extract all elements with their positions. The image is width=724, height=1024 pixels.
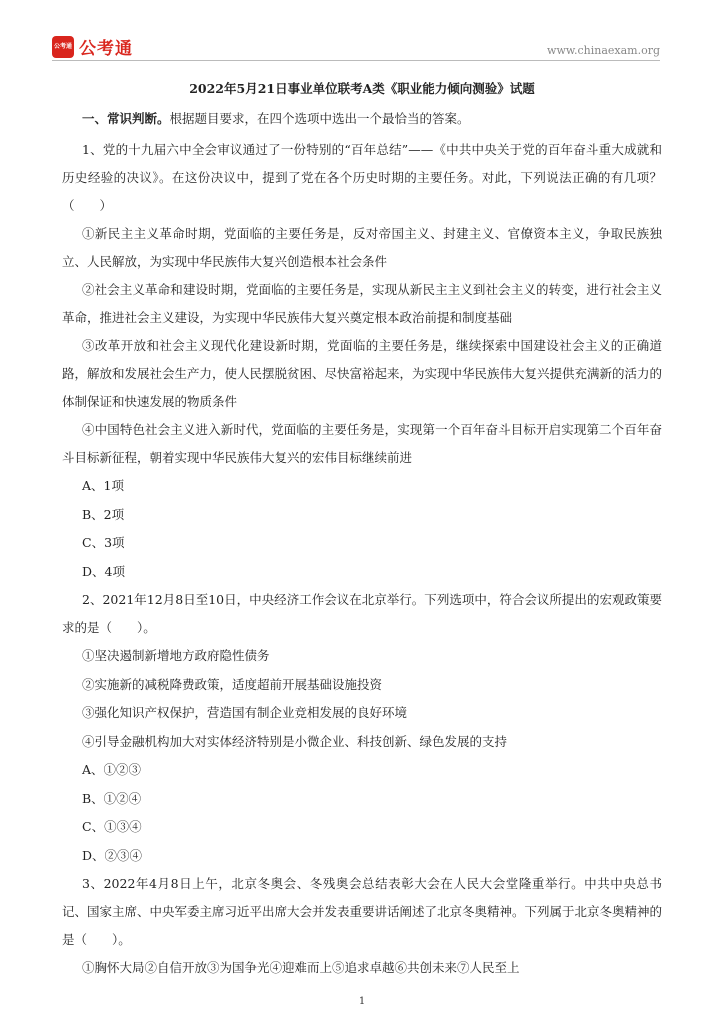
question-1-option-d: D、4项 <box>82 563 125 579</box>
question-2-option-b: B、①②④ <box>82 790 142 806</box>
page-header <box>0 0 724 62</box>
question-2-statement-2: ②实施新的减税降费政策，适度超前开展基础设施投资 <box>82 676 383 692</box>
document-title: 2022年5月21日事业单位联考A类《职业能力倾向测验》试题 <box>189 81 535 96</box>
question-1-statement-4: ④中国特色社会主义进入新时代，党面临的主要任务是，实现第一个百年奋斗目标开启实现第二个百年奋斗目标新征程，朝着实现中华民族伟大复兴的宏伟目标继续前进 <box>62 422 662 465</box>
section-heading <box>62 110 662 128</box>
document-body <box>62 80 662 982</box>
question-1-statement-1: ①新民主主义革命时期，党面临的主要任务是，反对帝国主义、封建主义、官僚资本主义，争取民族独立、人民解放，为实现中华民族伟大复兴创造根本社会条件 <box>62 226 662 269</box>
question-1-option-a: A、1项 <box>82 478 124 493</box>
question-2-option-d: D、②③④ <box>82 847 143 863</box>
question-1-statement-3: ③改革开放和社会主义现代化建设新时期，党面临的主要任务是，继续探索中国建设社会主义的正确道路，解放和发展社会生产力，使人民摆脱贫困、尽快富裕起来，为实现中华民族伟大复兴提供充满新的活力的体制保证和快速发展的物质条件 <box>62 338 663 409</box>
question-2-statement-4: ④引导金融机构加大对实体经济特别是小微企业、科技创新、绿色发展的支持 <box>82 733 508 749</box>
section-heading-label: 一、常识判断。 <box>82 111 170 126</box>
logo-icon: 公考通 <box>52 36 74 58</box>
question-2-statement-3: ③强化知识产权保护，营造国有制企业竞相发展的良好环境 <box>82 705 408 720</box>
logo-text: 公考通 <box>79 39 133 59</box>
question-1-statement-2: ②社会主义革命和建设时期，党面临的主要任务是，实现从新民主主义到社会主义的转变，进行社会主义革命，推进社会主义建设，为实现中华民族伟大复兴奠定根本政治前提和制度基础 <box>62 282 662 325</box>
question-3-stem: 3、2022年4月8日上午，北京冬奥会、冬残奥会总结表彰大会在人民大会堂隆重举行。中共中央总书记、国家主席、中央军委主席习近平出席大会并发表重要讲话阐述了北京冬奥精神。下列属于北京冬奥精神的是（ ）。 <box>62 876 663 947</box>
question-1-stem: 1、党的十九届六中全会审议通过了一份特别的“百年总结”——《中共中央关于党的百年奋斗重大成就和历史经验的决议》。在这份决议中，提到了党在各个历史时期的主要任务。对此，下列说法正确的有几项？（ ） <box>62 142 662 213</box>
page-number: 1 <box>358 996 366 1007</box>
question-1-option-c: C、3项 <box>82 535 125 550</box>
brand-logo[interactable] <box>52 34 133 59</box>
question-3-statement-1: ①胸怀大局②自信开放③为国争光④迎难而上⑤追求卓越⑥共创未来⑦人民至上 <box>82 960 520 975</box>
header-divider <box>52 60 660 61</box>
question-1-option-b: B、2项 <box>82 506 125 522</box>
question-2-stem: 2、2021年12月8日至10日，中央经济工作会议在北京举行。下列选项中，符合会议所提出的宏观政策要求的是（ ）。 <box>62 592 662 635</box>
question-2-option-c: C、①③④ <box>82 819 142 834</box>
section-instruction: 根据题目要求，在四个选项中选出一个最恰当的答案。 <box>169 111 470 126</box>
site-url[interactable]: www.chinaexam.org <box>547 44 660 57</box>
question-2-statement-1: ①坚决遏制新增地方政府隐性债务 <box>82 648 270 663</box>
question-2-option-a: A、①②③ <box>82 762 142 777</box>
